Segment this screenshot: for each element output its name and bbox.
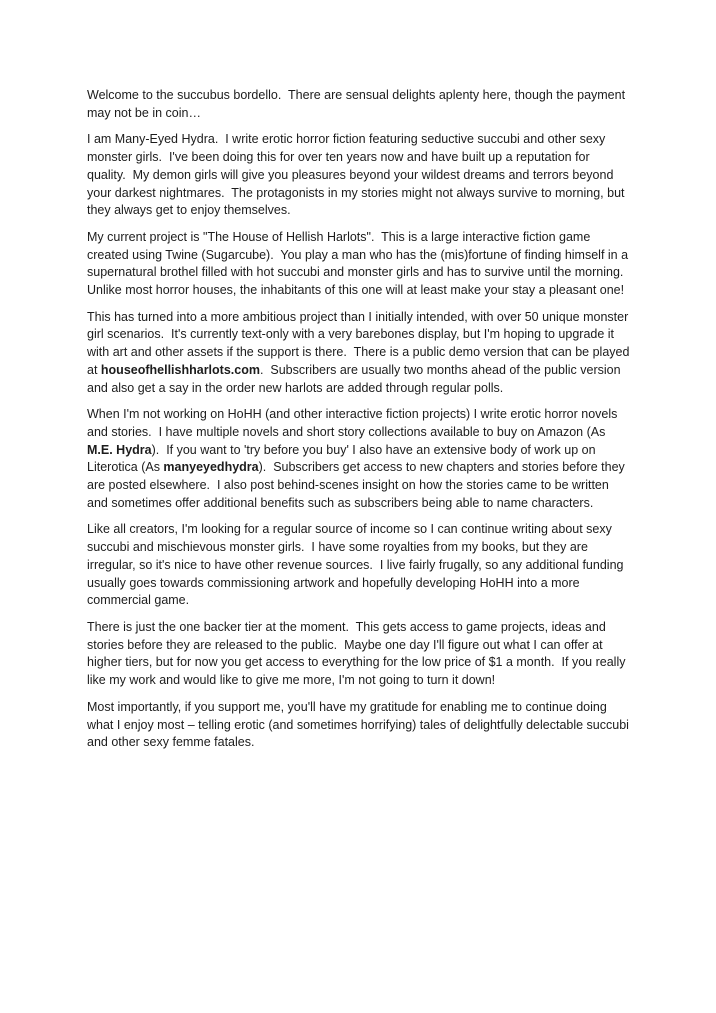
- paragraph-text: ). If you want to 'try before you buy' I also have an extensive body of work up on Literotica (As: [87, 442, 600, 475]
- other-work-paragraph: [87, 406, 630, 512]
- intro-paragraph: [87, 87, 630, 122]
- paragraph-text: Like all creators, I'm looking for a regular source of income so I can continue writing about sexy succubi and mischievous monster girls. I have some royalties from my books, but they are irregular, so it's nice to have other revenue sources. I live fairly frugally, so any additional funding usually goes towards commissioning artwork and hopefully developing HoHH into a more commercial game.: [87, 522, 627, 608]
- amazon-pen-name-text: M.E. Hydra: [87, 442, 152, 457]
- backer-tier-paragraph: [87, 619, 630, 690]
- paragraph-text: This has turned into a more ambitious project than I initially intended, with over 50 unique monster girl scenarios. It's currently text-only with a very barebones display, but I'm hoping to upgrade it with art and other assets if the support is there. There is a public demo version that can be played at: [87, 309, 633, 377]
- project-scope-paragraph: [87, 309, 633, 398]
- document-body-text: [87, 87, 633, 752]
- website-name-text: houseofhellishharlots.com: [100, 362, 260, 377]
- paragraph-text: . Subscribers are usually two months ahead of the public version and also get a say in the order new harlots are added through regular polls.: [87, 362, 625, 395]
- literotica-username-text: manyeyedhydra: [163, 460, 259, 475]
- paragraph-text: Most importantly, if you support me, you'll have my gratitude for enabling me to continue doing what I enjoy most – telling erotic (and sometimes horrifying) tales of delightfully delectable succubi and other sexy femme fatales.: [87, 699, 633, 750]
- paragraph-text: I am Many-Eyed Hydra. I write erotic horror fiction featuring seductive succubi and other sexy monster girls. I've been doing this for over ten years now and have built up a reputation for quality. My demon girls will give you pleasures beyond your wildest dreams and terrors beyond your darkest nightmares. The protagonists in my stories might not always survive to morning, but they always get to enjoy themselves.: [87, 132, 628, 218]
- paragraph-text: There is just the one backer tier at the moment. This gets access to game projects, ideas and stories before they are released to the public. Maybe one day I'll figure out what I can offer at higher tiers, but for now you get access to everything for the low price of $1 a month. If you really like my work and would like to give me more, I'm not going to turn it down!: [87, 619, 629, 688]
- current-project-paragraph: [87, 229, 630, 300]
- gratitude-paragraph: [87, 699, 633, 752]
- paragraph-text: Welcome to the succubus bordello. There are sensual delights aplenty here, though the payment may not be in coin…: [87, 88, 629, 120]
- paragraph-text: When I'm not working on HoHH (and other interactive fiction projects) I write erotic horror novels and stories. I have multiple novels and short story collections available to buy on Amazon (As: [87, 407, 621, 439]
- paragraph-text: My current project is "The House of Hellish Harlots". This is a large interactive fiction game created using Twine (Sugarcube). You play a man who has the (mis)fortune of finding himself in a supernatural brothel filled with hot succubi and monster girls and has to survive until the morning. Unlike most horror houses, the inhabitants of this one will at least make your stay a pleasant one!: [87, 229, 632, 298]
- paragraph-text: ). Subscribers get access to new chapters and stories before they are posted elsewhere. I also post behind-scenes insight on how the stories came to be written and sometimes offer additional benefits such as subscribers being able to name characters.: [87, 460, 629, 510]
- about-author-paragraph: [87, 131, 630, 220]
- income-paragraph: [87, 521, 630, 610]
